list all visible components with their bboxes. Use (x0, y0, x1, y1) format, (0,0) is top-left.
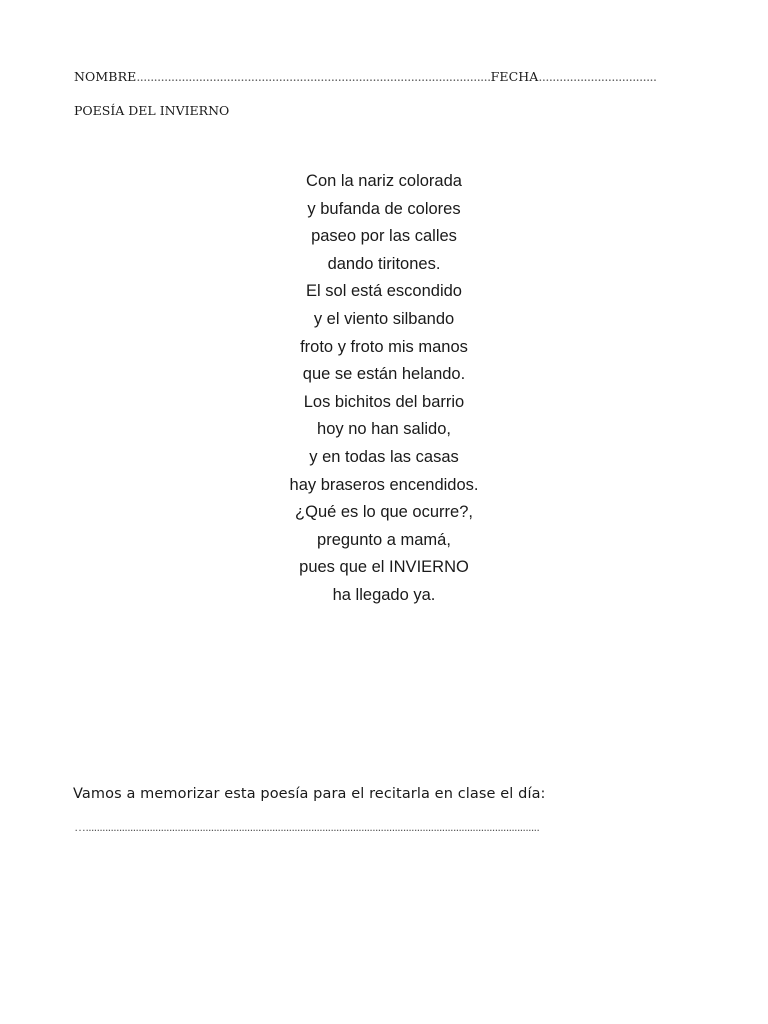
name-field[interactable]: ...................................................................................................... (136, 69, 491, 84)
memorize-instruction: Vamos a memorizar esta poesía para el recitarla en clase el día: (73, 786, 546, 802)
poem (184, 168, 584, 610)
poem-line: pregunto a mamá, (317, 530, 451, 549)
poem-line: y el viento silbando (313, 309, 455, 328)
poem-line: froto y froto mis manos (300, 337, 468, 356)
poem-line: pues que el INVIERNO (299, 558, 469, 577)
recital-date-field[interactable]: …................................................................................................................................................................... (74, 820, 540, 834)
poem-line: y en todas las casas (309, 447, 459, 466)
date-label: FECHA (490, 69, 539, 84)
poem-line: paseo por las calles (311, 227, 457, 246)
poem-line: El sol está escondido (306, 282, 462, 301)
poem-line: ha llegado ya. (332, 585, 436, 604)
header-line (74, 69, 657, 84)
poem-line: Los bichitos del barrio (303, 392, 465, 411)
poem-line: dando tiritones. (327, 254, 441, 273)
name-label: NOMBRE (74, 69, 137, 84)
poem-line: hay braseros encendidos. (289, 475, 479, 494)
poem-line: ¿Qué es lo que ocurre?, (295, 503, 473, 522)
date-field[interactable]: .................................. (538, 69, 657, 84)
poem-line: y bufanda de colores (307, 199, 461, 218)
poem-line: hoy no han salido, (317, 420, 451, 439)
poem-line: que se están helando. (302, 365, 466, 384)
subject-title: POESÍA DEL INVIERNO (74, 103, 230, 118)
poem-line: Con la nariz colorada (306, 172, 462, 190)
